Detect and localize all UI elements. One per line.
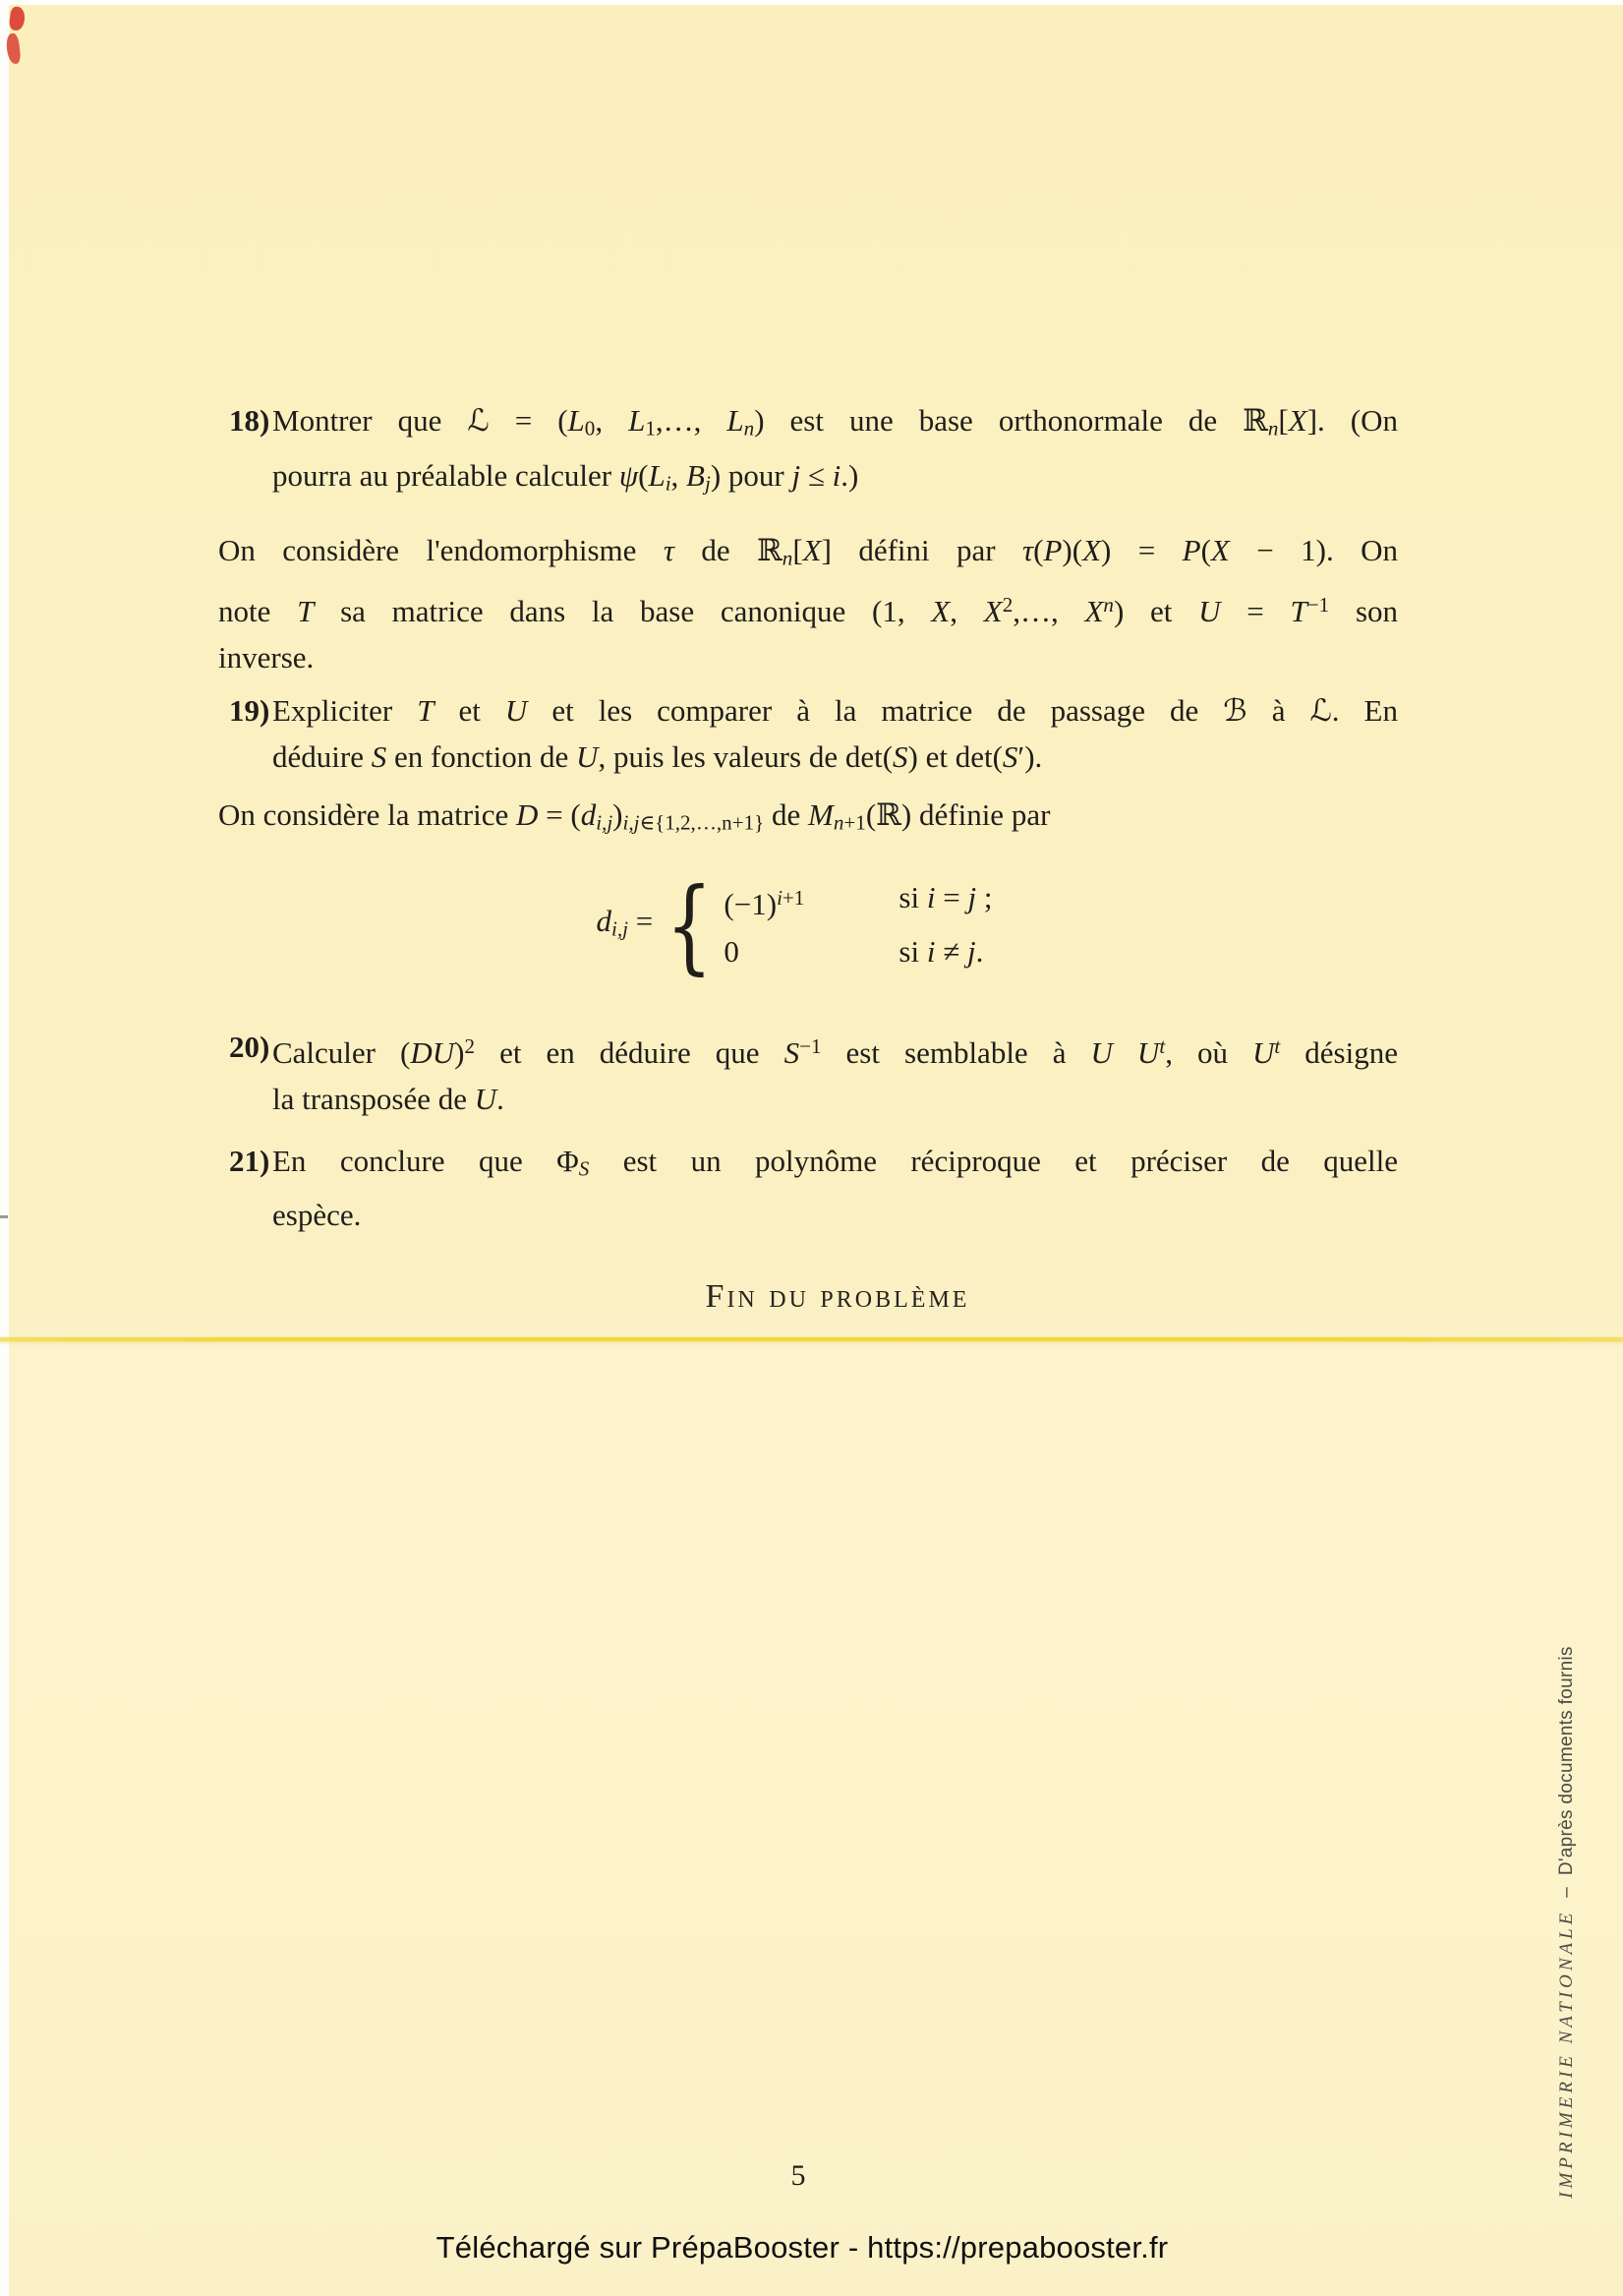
- text-run: Montrer que ℒ = (: [272, 403, 568, 438]
- text-run: X: [983, 593, 1003, 628]
- text-run: i: [777, 886, 783, 911]
- text-line: [218, 582, 1398, 634]
- question-number: 20): [229, 1029, 270, 1064]
- case-value: [724, 929, 898, 974]
- scan-artifact-dash: [0, 1215, 8, 1218]
- text-run: U U: [1090, 1034, 1160, 1070]
- text-run: (: [1033, 533, 1044, 568]
- text-run: (−1): [724, 887, 778, 922]
- text-run: S: [893, 738, 908, 774]
- text-run: j: [704, 471, 711, 496]
- text-run: X: [1082, 533, 1101, 568]
- text-run: ] défini par: [821, 533, 1023, 568]
- text-run: espèce.: [272, 1198, 362, 1233]
- text-run: ,…,: [1013, 593, 1085, 628]
- text-run: ) et det(: [907, 738, 1003, 774]
- equation-cases: [724, 875, 992, 974]
- fold-crease-line: [0, 1337, 1623, 1341]
- text-run: désigne: [1280, 1034, 1398, 1070]
- text-run: U: [1198, 593, 1221, 628]
- text-run: (ℝ) définie par: [865, 796, 1051, 832]
- text-run: [: [1278, 403, 1289, 438]
- text-run: 2: [1002, 592, 1014, 617]
- cases-equation: [204, 864, 1384, 985]
- text-run: En conclure que Φ: [272, 1143, 579, 1178]
- text-run: i: [665, 471, 671, 496]
- text-run: t: [1274, 1033, 1281, 1058]
- text-run: est un polynôme réciproque et préciser de quelle: [589, 1143, 1398, 1178]
- paragraph-endomorphism: [218, 527, 1398, 680]
- text-run: 0: [584, 416, 596, 441]
- text-run: X: [802, 533, 822, 568]
- text-run: si: [898, 934, 927, 970]
- text-run: S: [371, 738, 387, 774]
- text-run: +1: [843, 810, 866, 835]
- text-run: +1: [782, 886, 805, 911]
- question-21: [218, 1138, 1398, 1239]
- text-run: ,: [595, 403, 629, 438]
- text-run: d: [596, 903, 612, 938]
- text-run: P: [1043, 533, 1063, 568]
- text-run: n: [833, 810, 844, 835]
- text-run: ) =: [1101, 533, 1183, 568]
- text-line: [218, 527, 1398, 582]
- text-run: P: [1182, 533, 1201, 568]
- text-run: 0: [724, 934, 739, 970]
- text-run: M: [808, 796, 834, 832]
- text-run: .: [496, 1081, 504, 1116]
- question-19: [218, 687, 1398, 780]
- text-run: si: [898, 880, 927, 915]
- equation-lhs: [597, 898, 654, 953]
- curly-brace: {: [666, 864, 714, 985]
- text-line: [218, 792, 1398, 847]
- text-run: − 1). On: [1229, 533, 1398, 568]
- text-run: sa matrice dans la base canonique (1,: [314, 593, 932, 628]
- text-run: ;: [976, 880, 993, 915]
- text-run: L: [648, 457, 666, 493]
- scan-red-mark: [9, 6, 27, 31]
- text-run: ) pour: [710, 457, 792, 493]
- question-number: 18): [229, 403, 270, 438]
- text-run: ,: [670, 457, 687, 493]
- question-body: [272, 1024, 1398, 1122]
- text-run: i: [926, 880, 936, 915]
- text-run: pourra au préalable calculer: [272, 457, 619, 493]
- text-run: ψ: [618, 457, 639, 493]
- text-run: S: [1002, 738, 1018, 774]
- text-run: ∈{1,2,…,n+1}: [639, 810, 765, 835]
- text-run: B: [686, 457, 705, 493]
- text-run: T: [297, 593, 315, 628]
- text-line: [272, 1192, 1398, 1238]
- text-run: 1: [645, 416, 656, 441]
- page-number: 5: [790, 2159, 806, 2192]
- text-line: [272, 1138, 1398, 1193]
- text-line: [218, 634, 1398, 680]
- text-run: i,j: [611, 916, 629, 941]
- question-body: [272, 397, 1398, 506]
- text-run: U: [1252, 1034, 1275, 1070]
- side-imprint-note: [1554, 1598, 1580, 2247]
- question-body: [272, 687, 1398, 780]
- text-run: , puis les valeurs de det(: [598, 738, 894, 774]
- imprimerie-label: IMPRIMERIE NATIONALE: [1556, 1909, 1577, 2199]
- text-run: DU: [410, 1034, 455, 1070]
- text-run: ,…,: [655, 403, 727, 438]
- dash-separator: –: [1556, 1887, 1577, 1898]
- text-run: X: [1288, 403, 1307, 438]
- text-run: X: [1084, 593, 1104, 628]
- text-run: i: [926, 934, 936, 970]
- text-run: T: [417, 692, 435, 728]
- text-run: ≤: [800, 457, 833, 493]
- text-run: T: [1290, 593, 1307, 628]
- text-run: Expliciter: [272, 692, 418, 728]
- text-run: inverse.: [218, 639, 315, 675]
- case-condition: [898, 929, 983, 974]
- text-run: Calculer (: [272, 1034, 411, 1070]
- text-run: U: [474, 1081, 497, 1116]
- case-row: [724, 875, 992, 927]
- text-run: = (: [538, 796, 581, 832]
- text-run: i,j: [596, 810, 613, 835]
- text-run: d: [580, 796, 597, 832]
- text-line: [272, 452, 1398, 507]
- text-run: de ℝ: [673, 533, 783, 568]
- text-run: n: [1103, 592, 1114, 617]
- text-run: On considère la matrice: [218, 796, 516, 832]
- case-row: [724, 929, 992, 974]
- download-footer: Téléchargé sur PrépaBooster - https://prepabooster.fr: [435, 2230, 1169, 2265]
- text-run: 2: [464, 1033, 476, 1058]
- text-run: On considère l'endomorphisme: [218, 533, 664, 568]
- text-run: ′).: [1017, 738, 1043, 774]
- question-number: 19): [229, 692, 270, 728]
- text-run: est semblable à: [821, 1034, 1091, 1070]
- text-run: D: [515, 796, 539, 832]
- text-run: ]. (On: [1306, 403, 1398, 438]
- text-run: déduire: [272, 738, 372, 774]
- question-body: [272, 1138, 1398, 1239]
- text-run: (: [638, 457, 649, 493]
- text-run: U: [576, 738, 599, 774]
- text-run: i,j: [622, 810, 640, 835]
- text-run: et: [434, 692, 505, 728]
- text-run: X: [1210, 533, 1230, 568]
- text-run: , où: [1165, 1034, 1253, 1070]
- text-run: ): [454, 1034, 465, 1070]
- text-run: =: [935, 880, 968, 915]
- text-run: j: [967, 934, 976, 970]
- text-run: de: [764, 796, 809, 832]
- text-run: =: [628, 903, 654, 938]
- text-line: [272, 734, 1398, 780]
- text-run: L: [628, 403, 646, 438]
- text-run: U: [504, 692, 528, 728]
- text-run: i: [832, 457, 841, 493]
- documents-note: D'après documents fournis: [1556, 1646, 1577, 1876]
- paragraph-matrix-d: [218, 792, 1398, 847]
- text-run: .: [975, 934, 984, 970]
- text-run: [: [792, 533, 803, 568]
- text-run: en fonction de: [386, 738, 577, 774]
- case-value: [724, 875, 898, 927]
- text-run: ) est une base orthonormale de ℝ: [754, 403, 1268, 438]
- text-run: −1: [799, 1033, 822, 1058]
- text-run: X: [931, 593, 951, 628]
- question-number: 21): [229, 1143, 270, 1178]
- text-run: t: [1159, 1033, 1166, 1058]
- text-line: [272, 397, 1398, 452]
- text-run: L: [567, 403, 585, 438]
- text-run: j: [791, 457, 801, 493]
- text-run: ): [612, 796, 623, 832]
- text-run: ) et: [1113, 593, 1199, 628]
- text-run: −1: [1306, 592, 1330, 617]
- text-run: la transposée de: [272, 1081, 475, 1116]
- text-run: et les comparer à la matrice de passage de ℬ à ℒ. En: [527, 692, 1398, 728]
- text-run: τ: [1022, 533, 1034, 568]
- text-run: ,: [950, 593, 984, 628]
- text-run: (: [1200, 533, 1211, 568]
- text-run: note: [218, 593, 298, 628]
- text-run: j: [967, 880, 977, 915]
- problem-text-column: [218, 397, 1398, 1320]
- text-run: n: [1267, 416, 1279, 441]
- scan-edge-top: [0, 0, 1623, 5]
- text-run: et en déduire que: [475, 1034, 784, 1070]
- case-condition: [898, 875, 992, 927]
- text-run: L: [726, 403, 744, 438]
- text-run: S: [783, 1034, 800, 1070]
- text-run: n: [782, 546, 793, 570]
- end-of-problem-marker: Fin du problème: [705, 1278, 970, 1316]
- text-run: .): [840, 457, 859, 493]
- scan-edge-left: [0, 0, 9, 2296]
- text-line: [272, 687, 1398, 734]
- text-run: n: [743, 416, 755, 441]
- text-run: =: [1220, 593, 1291, 628]
- text-run: )(: [1062, 533, 1083, 568]
- question-18: [218, 397, 1398, 506]
- text-line: [272, 1076, 1398, 1122]
- text-run: S: [578, 1156, 590, 1181]
- text-run: ≠: [935, 934, 967, 970]
- question-20: [218, 1024, 1398, 1122]
- text-line: [272, 1024, 1398, 1076]
- text-run: son: [1329, 593, 1399, 628]
- text-run: τ: [663, 533, 674, 568]
